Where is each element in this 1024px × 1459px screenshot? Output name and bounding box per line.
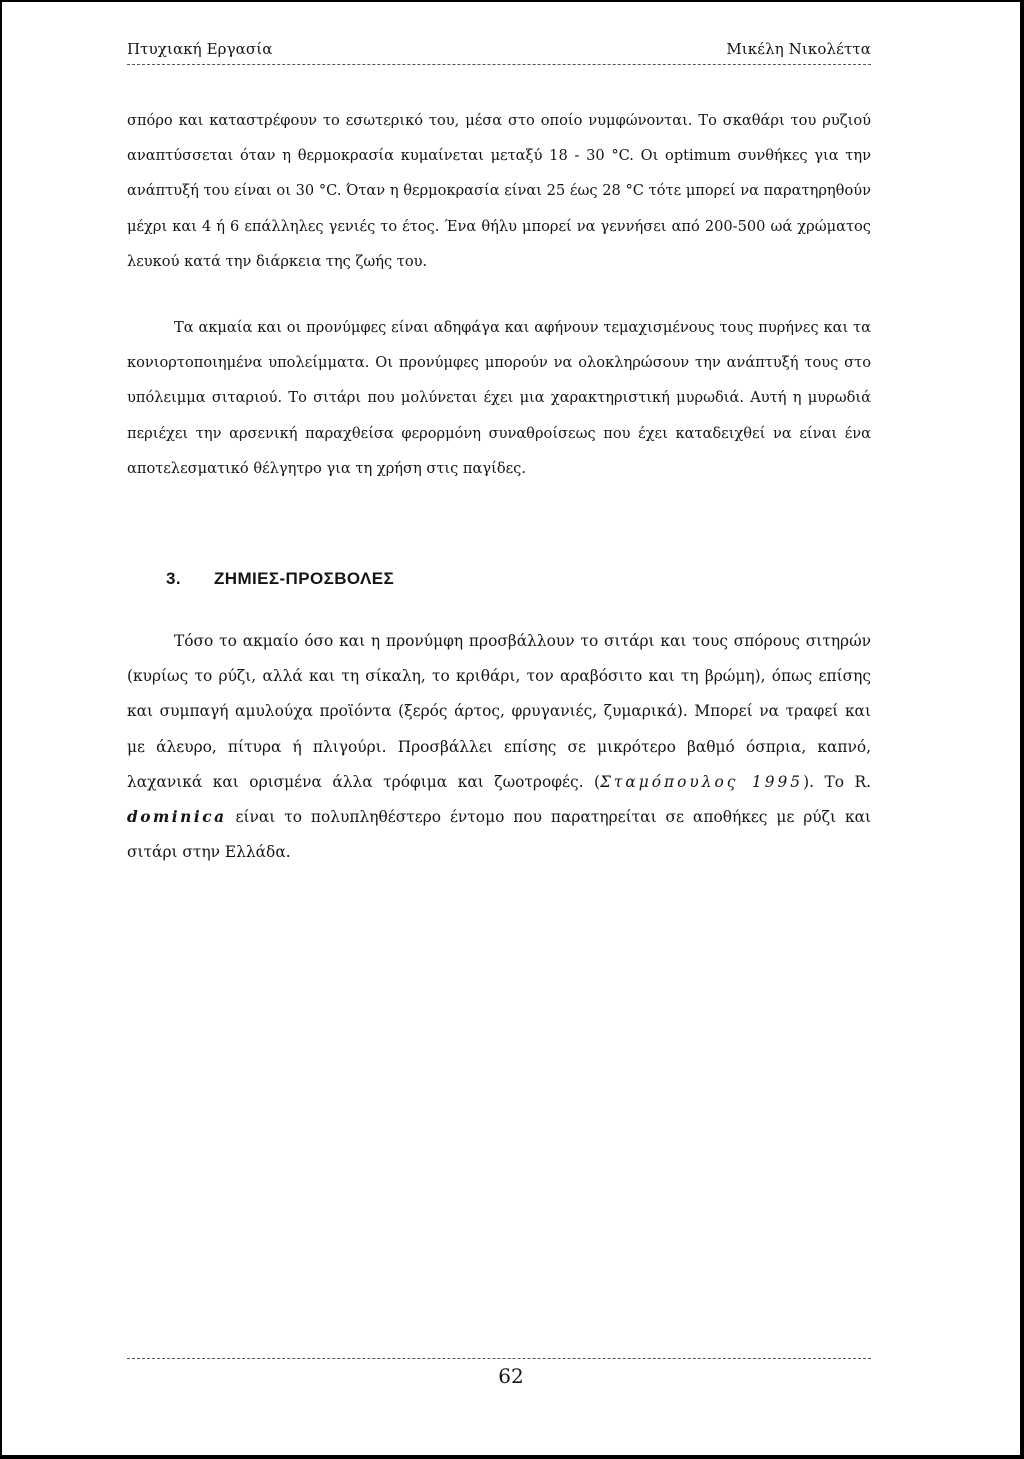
header-rule [127, 64, 871, 65]
damage-text-part-1: Τόσο το ακμαίο όσο και η προνύμφη προσβάλλουν το σιτάρι και τους σπόρους σιτηρών (κυρίως το ρύζι, αλλά και τη σίκαλη, το κριθάρι, τον αραβόσιτο και τη βρώμη), όπως επίσης και συμπαγή αμυλούχα προϊόντα (ξερός άρτος, φρυγανιές, ζυμαρικά). Μπορεί να τραφεί και με άλευρο, πίτυρα ή πλιγούρι. Προσβάλλει επίσης σε μικρότερο βαθμό όσπρια, καπνό, λαχανικά και ορισμένα άλλα τρόφιμα και ζωοτροφές. ( [127, 632, 871, 791]
citation: Σταμόπουλος 1995 [599, 772, 804, 791]
section-number: 3. [166, 569, 181, 588]
section-heading [166, 569, 394, 589]
damage-text-part-3: είναι το πολυπληθέστερο έντομο που παρατηρείται σε αποθήκες με ρύζι και σιτάρι στην Ελλάδα. [127, 808, 871, 862]
document-page [2, 2, 1020, 1455]
paragraph-lifecycle: σπόρο και καταστρέφουν το εσωτερικό του, μέσα στο οποίο νυμφώνονται. Το σκαθάρι του ρυζιού αναπτύσσεται όταν η θερμοκρασία κυμαίνεται μεταξύ 18 - 30 °C. Οι optimum συνθήκες για την ανάπτυξή του είναι οι 30 °C. Όταν η θερμοκρασία είναι 25 έως 28 °C τότε μπορεί να παρατηρηθούν μέχρι και 4 ή 6 επάλληλες γενιές το έτος. Ένα θήλυ μπορεί να γεννήσει από 200-500 ωά χρώματος λευκού κατά την διάρκεια της ζωής του. [127, 112, 871, 270]
header-author: Μικέλη Νικολέττα [726, 40, 871, 58]
paragraph-damage [127, 624, 871, 870]
species-name: dominica [127, 808, 227, 827]
page-number: 62 [498, 1364, 524, 1388]
header-title: Πτυχιακή Εργασία [127, 40, 273, 58]
running-header [127, 40, 871, 70]
footer-rule [127, 1358, 871, 1359]
section-title: ΖΗΜΙΕΣ-ΠΡΟΣΒΟΛΕΣ [214, 569, 395, 588]
paragraph-larvae: Τα ακμαία και οι προνύμφες είναι αδηφάγα και αφήνουν τεμαχισμένους τους πυρήνες και τα κονιορτοποιημένα υπολείμματα. Οι προνύμφες μπορούν να ολοκληρώσουν την ανάπτυξή τους στο υπόλειμμα σιταριού. Το σιτάρι που μολύνεται έχει μια χαρακτηριστική μυρωδιά. Αυτή η μυρωδιά περιέχει την αρσενική παραχθείσα φερορμόνη συναθροίσεως που έχει καταδειχθεί να είναι ένα αποτελεσματικό θέλγητρο για τη χρήση στις παγίδες. [127, 319, 871, 477]
damage-text-part-2: ). Το R. [803, 772, 871, 791]
